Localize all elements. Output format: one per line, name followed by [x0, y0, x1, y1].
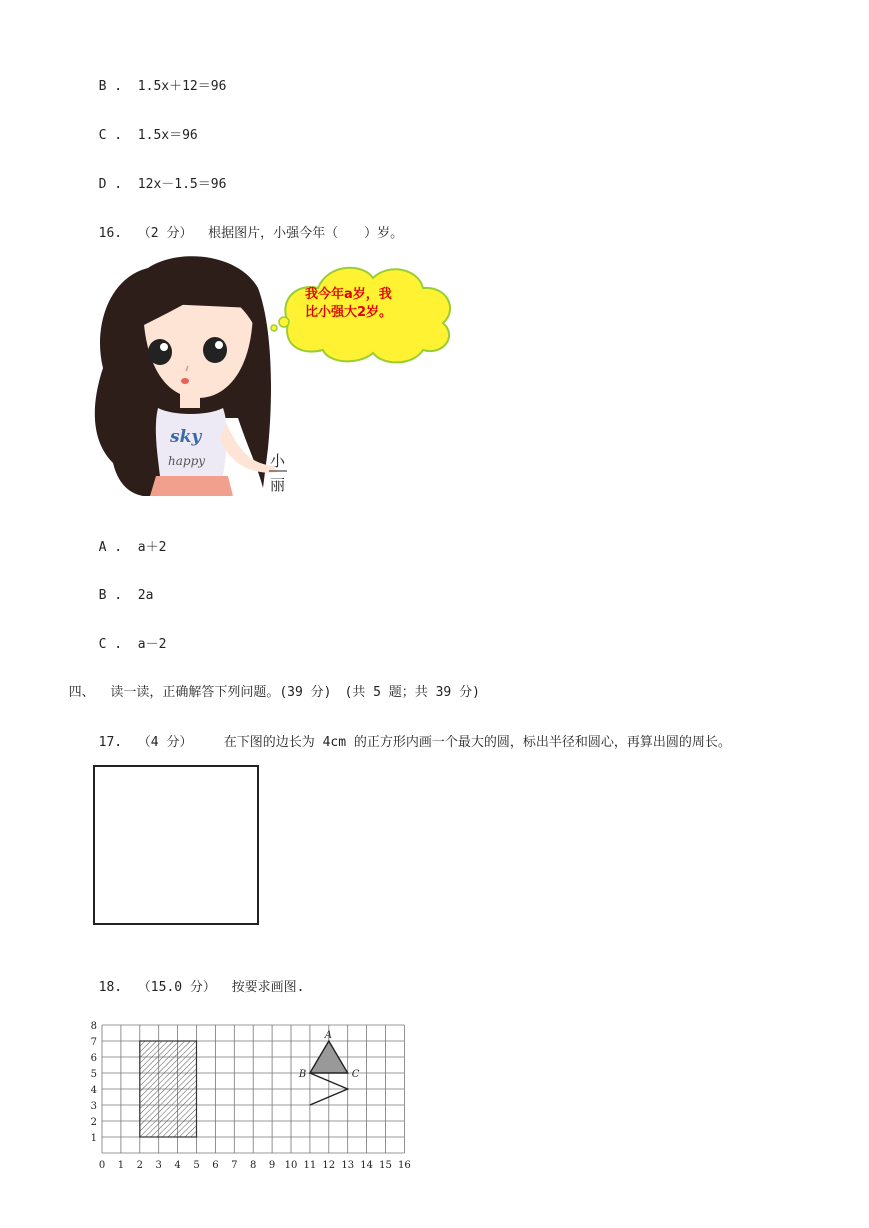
x-tick-label: 11	[303, 1160, 317, 1171]
x-tick-label: 7	[231, 1160, 238, 1171]
question-18	[83, 961, 304, 997]
point-label-c: C	[351, 1069, 360, 1080]
x-tick-label: 14	[360, 1160, 373, 1171]
section-heading	[53, 666, 480, 702]
option-b: B . 1.5x＋12＝96	[98, 79, 227, 94]
coordinate-grid-figure	[86, 1015, 426, 1175]
x-tick-label: 10	[284, 1160, 298, 1171]
x-tick-label: 13	[341, 1160, 355, 1171]
x-tick-label: 6	[212, 1160, 219, 1171]
question-17	[83, 716, 731, 752]
x-tick-label: 16	[398, 1160, 411, 1171]
section-number: 四、	[68, 685, 95, 700]
x-tick-label: 0	[98, 1160, 106, 1171]
option-c: C . 1.5x＝96	[98, 128, 198, 143]
point-label-b: B	[298, 1069, 307, 1080]
x-tick-label: 1	[117, 1160, 125, 1171]
y-tick-label: 3	[90, 1101, 97, 1112]
question-score: （4 分）	[137, 735, 193, 750]
shaded-rectangle	[140, 1041, 197, 1137]
question-16	[83, 207, 403, 243]
y-tick-label: 2	[90, 1117, 97, 1128]
option-a: A . a＋2	[98, 540, 167, 555]
shirt-text-happy: happy	[168, 454, 206, 468]
x-tick-label: 15	[379, 1160, 392, 1171]
question-score: （2 分）	[137, 226, 193, 241]
question-text: 根据图片，小强今年（ ）岁。	[208, 226, 404, 241]
x-tick-label: 4	[174, 1160, 181, 1171]
section-text: 读一读，正确解答下列问题。(39 分) (共 5 题；共 39 分)	[110, 685, 480, 700]
y-tick-label: 6	[90, 1053, 97, 1064]
question-number: 17.	[98, 735, 123, 750]
square-figure	[88, 760, 268, 930]
y-tick-label: 1	[90, 1133, 97, 1144]
name-char-2: 丽	[270, 476, 286, 494]
x-tick-label: 5	[193, 1160, 200, 1171]
girl-illustration	[88, 248, 458, 498]
option-c: C . a－2	[98, 637, 167, 652]
question-text: 在下图的边长为 4cm 的正方形内画一个最大的圆，标出半径和圆心，再算出圆的周长。	[223, 735, 731, 750]
bubble-text-1: 我今年a岁，我	[305, 287, 392, 302]
name-char-1: 小	[270, 452, 286, 470]
question-number: 18.	[98, 980, 123, 995]
y-tick-label: 4	[90, 1085, 97, 1096]
question-number: 16.	[98, 226, 123, 241]
x-tick-label: 2	[136, 1160, 143, 1171]
grid-labels	[91, 1021, 411, 1171]
y-tick-label: 7	[90, 1037, 97, 1048]
x-tick-label: 12	[322, 1160, 336, 1171]
y-tick-label: 8	[90, 1021, 97, 1032]
option-b: B . 2a	[98, 588, 154, 603]
shirt-text-sky: sky	[170, 427, 202, 447]
question-score: （15.0 分）	[137, 980, 216, 995]
point-label-a: A	[324, 1030, 333, 1041]
question-text: 按要求画图.	[231, 980, 305, 995]
x-tick-label: 8	[250, 1160, 257, 1171]
y-tick-label: 5	[90, 1069, 97, 1080]
x-tick-label: 9	[268, 1160, 276, 1171]
bubble-text-2: 比小强大2岁。	[305, 305, 393, 320]
option-d: D . 12x－1.5＝96	[98, 177, 227, 192]
x-tick-label: 3	[155, 1160, 162, 1171]
